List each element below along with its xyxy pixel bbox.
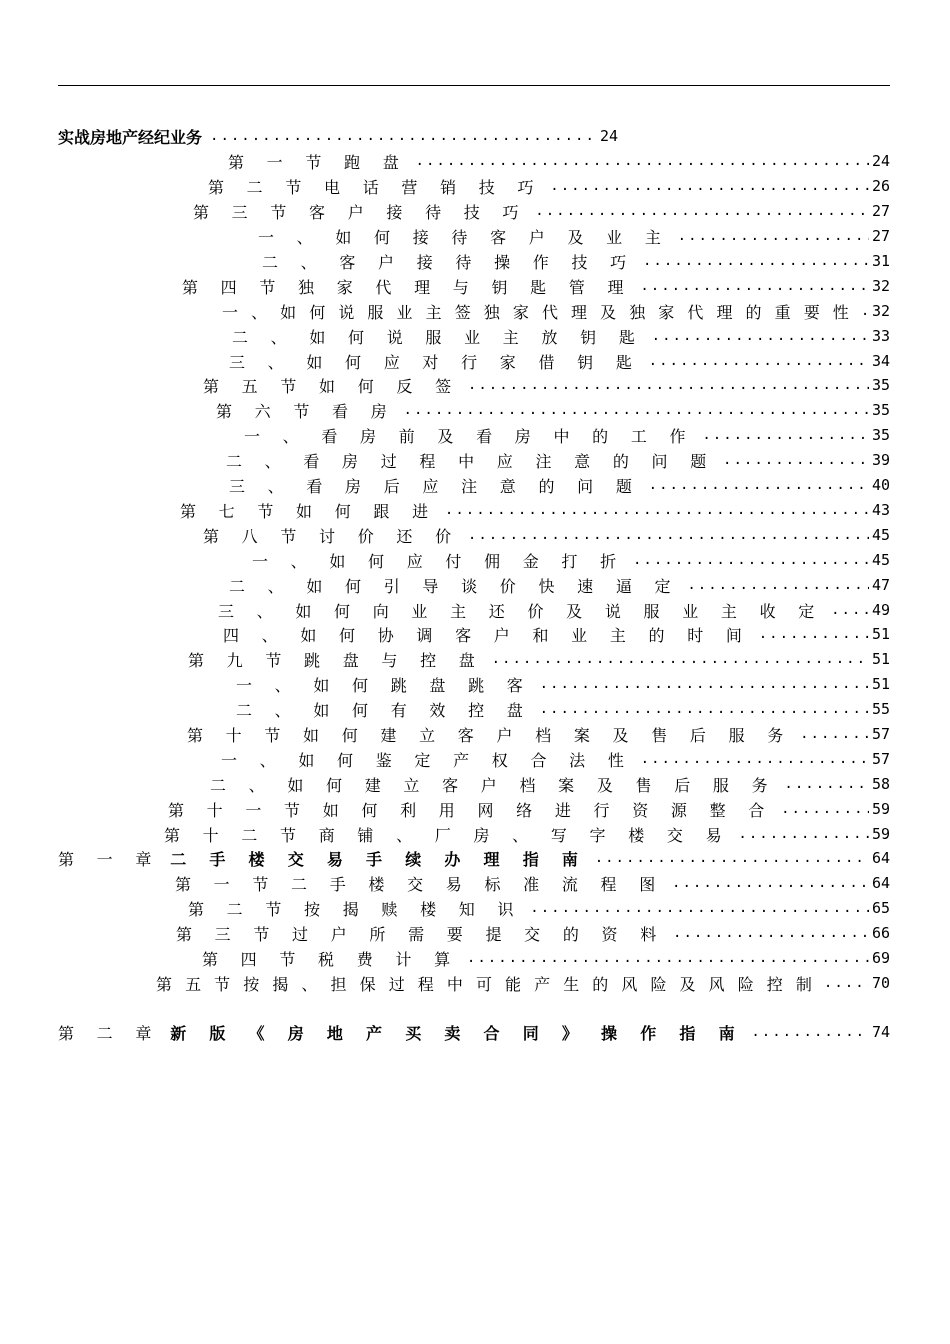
toc-entry-page: 34 xyxy=(871,352,890,370)
toc-entry[interactable] xyxy=(223,622,890,646)
toc-entry-page: 64 xyxy=(871,849,890,867)
toc-entry[interactable] xyxy=(244,423,890,447)
toc-leader xyxy=(751,1024,869,1040)
toc-leader xyxy=(861,303,869,319)
toc-entry-page: 66 xyxy=(871,924,890,942)
toc-entry[interactable] xyxy=(258,224,890,248)
toc-entry[interactable] xyxy=(222,299,890,323)
toc-entry[interactable] xyxy=(203,373,890,397)
toc-leader xyxy=(759,626,869,642)
toc-entry-title: 二 、 如 何 建 立 客 户 档 案 及 售 后 服 务 xyxy=(210,775,777,795)
toc-entry-title: 第 一 节 二 手 楼 交 易 标 准 流 程 图 xyxy=(175,874,665,894)
toc-entry-page: 24 xyxy=(599,127,618,145)
toc-entry[interactable] xyxy=(208,174,890,198)
toc-leader xyxy=(492,651,869,667)
toc-leader xyxy=(210,128,597,144)
toc-entry-page: 24 xyxy=(871,152,890,170)
toc-entry-page: 70 xyxy=(871,974,890,992)
toc-entry-page: 57 xyxy=(871,725,890,743)
toc-entry-page: 32 xyxy=(871,277,890,295)
toc-entry-title: 第 五 节 按 揭 、 担 保 过 程 中 可 能 产 生 的 风 险 及 风 险 控 制 xyxy=(156,974,816,994)
toc-entry[interactable] xyxy=(193,199,890,223)
toc-leader xyxy=(550,178,869,194)
toc-leader xyxy=(467,950,869,966)
toc-entry[interactable] xyxy=(236,697,890,721)
toc-entry[interactable] xyxy=(229,473,890,497)
toc-entry-title: 第 二 节 电 话 营 销 技 巧 xyxy=(208,177,543,197)
toc-entry[interactable] xyxy=(164,822,890,846)
toc-leader xyxy=(595,850,869,866)
toc-chapter-number: 第 一 章 xyxy=(58,849,161,869)
toc-entry-page: 39 xyxy=(871,451,890,469)
toc-entry-title: 一 、 看 房 前 及 看 房 中 的 工 作 xyxy=(244,426,695,446)
toc-chapter-entry[interactable] xyxy=(58,1020,890,1044)
toc-leader xyxy=(672,875,869,891)
toc-leader xyxy=(530,900,869,916)
toc-entry-title: 第 四 节 独 家 代 理 与 钥 匙 管 理 xyxy=(182,277,633,297)
toc-entry[interactable] xyxy=(182,274,890,298)
toc-entry-title: 一 、 如 何 应 付 佣 金 打 折 xyxy=(252,551,625,571)
toc-leader xyxy=(468,377,869,393)
toc-leader xyxy=(687,577,869,593)
toc-entry[interactable] xyxy=(187,722,890,746)
toc-entry-page: 51 xyxy=(871,675,890,693)
toc-leader xyxy=(540,676,869,692)
toc-entry[interactable] xyxy=(228,149,890,173)
toc-entry-title: 实战房地产经纪业务 xyxy=(58,127,203,147)
toc-entry[interactable] xyxy=(252,548,890,572)
toc-entry[interactable] xyxy=(188,896,890,920)
toc-entry-title: 二 、 看 房 过 程 中 应 注 意 的 问 题 xyxy=(226,451,716,471)
toc-leader xyxy=(649,353,869,369)
toc-leader xyxy=(678,228,869,244)
toc-entry-title: 四 、 如 何 协 调 客 户 和 业 主 的 时 间 xyxy=(223,625,751,645)
toc-entry-page: 40 xyxy=(871,476,890,494)
toc-entry-page: 74 xyxy=(871,1023,890,1041)
toc-entry-title: 第 八 节 讨 价 还 价 xyxy=(203,526,460,546)
toc-entry-title: 一 、 如 何 接 待 客 户 及 业 主 xyxy=(258,227,670,247)
toc-entry-page: 47 xyxy=(871,576,890,594)
toc-leader xyxy=(468,527,869,543)
toc-entry-page: 69 xyxy=(871,949,890,967)
toc-entry-title: 二 、 如 何 引 导 谈 价 快 速 逼 定 xyxy=(229,576,680,596)
toc-entry-title: 第 四 节 税 费 计 算 xyxy=(202,949,459,969)
toc-entry-page: 26 xyxy=(871,177,890,195)
toc-entry[interactable] xyxy=(232,324,890,348)
toc-entry-page: 64 xyxy=(871,874,890,892)
toc-entry-page: 31 xyxy=(871,252,890,270)
toc-entry[interactable] xyxy=(168,797,890,821)
toc-entry-page: 65 xyxy=(871,899,890,917)
toc-entry[interactable] xyxy=(175,871,890,895)
toc-entry[interactable] xyxy=(210,772,890,796)
toc-entry-title: 第 二 节 按 揭 赎 楼 知 识 xyxy=(188,899,523,919)
toc-leader xyxy=(641,751,869,767)
toc-entry-page: 45 xyxy=(871,551,890,569)
toc-leader xyxy=(643,253,869,269)
toc-entry[interactable] xyxy=(203,523,890,547)
toc-entry-page: 45 xyxy=(871,526,890,544)
toc-entry-page: 27 xyxy=(871,202,890,220)
toc-entry-page: 49 xyxy=(871,601,890,619)
toc-entry[interactable] xyxy=(216,398,890,422)
toc-leader xyxy=(738,826,869,842)
toc-leader xyxy=(640,278,869,294)
toc-entry-title: 三 、 如 何 向 业 主 还 价 及 说 服 业 主 收 定 xyxy=(218,601,824,621)
toc-entry-title: 二 、 客 户 接 待 操 作 技 巧 xyxy=(262,252,635,272)
toc-entry-title: 第 十 节 如 何 建 立 客 户 档 案 及 售 后 服 务 xyxy=(187,725,793,745)
toc-entry-title: 第 七 节 如 何 跟 进 xyxy=(180,501,437,521)
toc-entry-page: 51 xyxy=(871,650,890,668)
toc-entry-title: 一 、 如 何 说 服 业 主 签 独 家 代 理 及 独 家 代 理 的 重 要 性 xyxy=(222,302,853,322)
toc-chapter-number: 第 二 章 xyxy=(58,1023,161,1043)
toc-entry[interactable] xyxy=(218,598,890,622)
toc-entry-title: 第 十 二 节 商 铺 、 厂 房 、 写 字 楼 交 易 xyxy=(164,825,731,845)
toc-leader xyxy=(784,776,869,792)
toc-entry[interactable] xyxy=(156,971,890,995)
toc-leader xyxy=(404,402,869,418)
toc-chapter-entry[interactable] xyxy=(58,846,890,870)
toc-entry[interactable] xyxy=(188,647,890,671)
toc-entry-title: 二 、 如 何 有 效 控 盘 xyxy=(236,700,532,720)
toc-entry-page: 35 xyxy=(871,376,890,394)
toc-entry-title: 新 版 《 房 地 产 买 卖 合 同 》 操 作 指 南 xyxy=(170,1023,744,1043)
toc-entry-title: 第 六 节 看 房 xyxy=(216,401,396,421)
toc-entry-title: 第 三 节 过 户 所 需 要 提 交 的 资 料 xyxy=(176,924,666,944)
toc-entry-page: 43 xyxy=(871,501,890,519)
toc-entry-title: 一 、 如 何 跳 盘 跳 客 xyxy=(236,675,532,695)
toc-entry-page: 57 xyxy=(871,750,890,768)
toc-entry[interactable] xyxy=(180,498,890,522)
toc-entry[interactable] xyxy=(58,124,618,148)
toc-leader xyxy=(633,552,869,568)
toc-leader xyxy=(445,502,869,518)
toc-entry-title: 三 、 如 何 应 对 行 家 借 钥 匙 xyxy=(229,352,641,372)
toc-entry[interactable] xyxy=(236,672,890,696)
toc-leader xyxy=(652,328,869,344)
toc-entry[interactable] xyxy=(226,448,890,472)
toc-leader xyxy=(800,726,869,742)
toc-leader xyxy=(540,701,869,717)
toc-entry-title: 第 十 一 节 如 何 利 用 网 络 进 行 资 源 整 合 xyxy=(168,800,774,820)
toc-entry[interactable] xyxy=(229,573,890,597)
toc-entry-page: 51 xyxy=(871,625,890,643)
toc-entry-title: 一 、 如 何 鉴 定 产 权 合 法 性 xyxy=(221,750,633,770)
toc-entry-page: 33 xyxy=(871,327,890,345)
toc-entry-page: 59 xyxy=(871,800,890,818)
toc-leader xyxy=(416,153,869,169)
toc-entry-page: 32 xyxy=(871,302,890,320)
toc-leader xyxy=(702,427,869,443)
toc-leader xyxy=(673,925,869,941)
toc-entry-page: 27 xyxy=(871,227,890,245)
toc-leader xyxy=(723,452,869,468)
toc-entry-title: 第 三 节 客 户 接 待 技 巧 xyxy=(193,202,528,222)
toc-leader xyxy=(649,477,869,493)
toc-entry-page: 58 xyxy=(871,775,890,793)
toc-entry-title: 二 、 如 何 说 服 业 主 放 钥 匙 xyxy=(232,327,644,347)
toc-leader xyxy=(781,801,869,817)
toc-entry-title: 第 九 节 跳 盘 与 控 盘 xyxy=(188,650,484,670)
toc-entry-title: 二 手 楼 交 易 手 续 办 理 指 南 xyxy=(170,849,587,869)
toc-entry-page: 35 xyxy=(871,401,890,419)
toc-leader xyxy=(824,975,869,991)
toc-leader xyxy=(535,203,869,219)
toc-entry-title: 第 五 节 如 何 反 签 xyxy=(203,376,460,396)
toc-entry-page: 59 xyxy=(871,825,890,843)
toc-leader xyxy=(831,602,869,618)
toc-entry-title: 第 一 节 跑 盘 xyxy=(228,152,408,172)
toc-entry[interactable] xyxy=(202,946,890,970)
toc-entry[interactable] xyxy=(229,349,890,373)
toc-entry-page: 35 xyxy=(871,426,890,444)
toc-entry[interactable] xyxy=(176,921,890,945)
toc-entry[interactable] xyxy=(262,249,890,273)
toc-entry[interactable] xyxy=(221,747,890,771)
toc-entry-title: 三 、 看 房 后 应 注 意 的 问 题 xyxy=(229,476,641,496)
toc-entry-page: 55 xyxy=(871,700,890,718)
